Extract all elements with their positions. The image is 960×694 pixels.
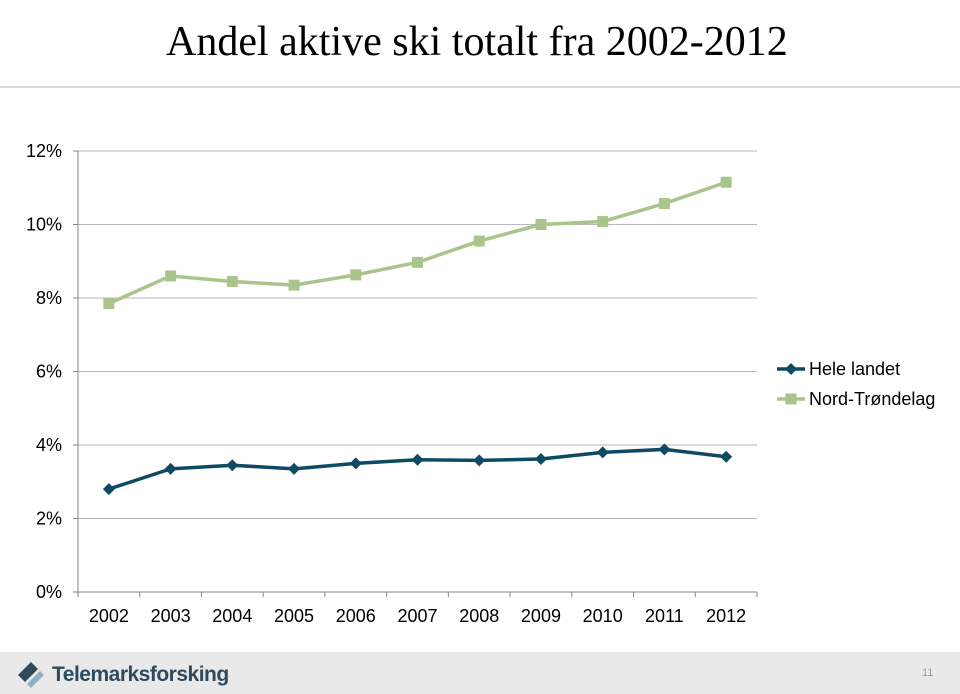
- y-tick-label: 4%: [35, 435, 62, 455]
- data-point-nord-tr-ndelag: [165, 270, 176, 281]
- data-point-hele-landet: [720, 451, 732, 463]
- x-tick-label: 2011: [645, 606, 684, 626]
- data-point-nord-tr-ndelag: [535, 219, 546, 230]
- data-point-hele-landet: [165, 463, 177, 475]
- x-tick-label: 2008: [459, 606, 500, 626]
- data-point-hele-landet: [597, 446, 609, 458]
- x-tick-label: 2009: [520, 606, 561, 626]
- data-point-hele-landet: [350, 457, 362, 469]
- data-point-nord-tr-ndelag: [412, 257, 423, 268]
- logo-mark-icon: [16, 660, 46, 690]
- legend: [777, 359, 935, 409]
- data-point-nord-tr-ndelag: [474, 236, 485, 247]
- y-tick-label: 10%: [25, 214, 62, 235]
- data-point-hele-landet: [226, 459, 238, 471]
- data-point-nord-tr-ndelag: [227, 276, 238, 287]
- x-tick-label: 2010: [582, 606, 623, 626]
- data-point-nord-tr-ndelag: [103, 298, 114, 309]
- slide-title: Andel aktive ski totalt fra 2002-2012: [166, 19, 788, 65]
- x-tick-label: 2004: [212, 606, 253, 626]
- legend-marker-hele-landet: [785, 363, 797, 375]
- data-point-hele-landet: [103, 483, 115, 495]
- data-point-nord-tr-ndelag: [289, 280, 300, 291]
- y-tick-label: 6%: [35, 361, 62, 382]
- y-tick-label: 12%: [25, 141, 62, 161]
- series-line-nord-tr-ndelag: [109, 182, 726, 303]
- legend-label-hele-landet: Hele landet: [809, 359, 901, 379]
- x-tick-label: 2005: [274, 606, 315, 626]
- x-tick-label: 2012: [706, 606, 747, 626]
- x-tick-label: 2003: [150, 606, 191, 626]
- legend-label-nord-tr-ndelag: Nord-Trøndelag: [809, 389, 936, 409]
- y-tick-label: 8%: [35, 288, 62, 308]
- data-point-nord-tr-ndelag: [721, 177, 732, 188]
- page-number: 11: [922, 667, 934, 679]
- data-point-nord-tr-ndelag: [597, 216, 608, 227]
- data-point-hele-landet: [535, 453, 547, 465]
- y-tick-label: 0%: [35, 582, 62, 602]
- legend-marker-nord-tr-ndelag: [786, 394, 797, 405]
- series-nord-tr-ndelag: [103, 177, 731, 309]
- footer-bar: [0, 652, 960, 694]
- x-tick-label: 2002: [88, 606, 129, 626]
- y-tick-label: 2%: [35, 508, 62, 529]
- logo-text: Telemarksforsking: [52, 663, 229, 686]
- telemarksforsking-logo: [16, 660, 229, 690]
- data-point-nord-tr-ndelag: [350, 269, 361, 280]
- x-tick-label: 2007: [397, 606, 438, 626]
- data-point-hele-landet: [288, 463, 300, 475]
- data-point-hele-landet: [473, 454, 485, 466]
- x-tick-label: 2006: [335, 606, 376, 626]
- axes: [26, 141, 757, 626]
- data-point-hele-landet: [412, 454, 424, 466]
- data-point-nord-tr-ndelag: [659, 198, 670, 209]
- series-hele-landet: [103, 443, 732, 495]
